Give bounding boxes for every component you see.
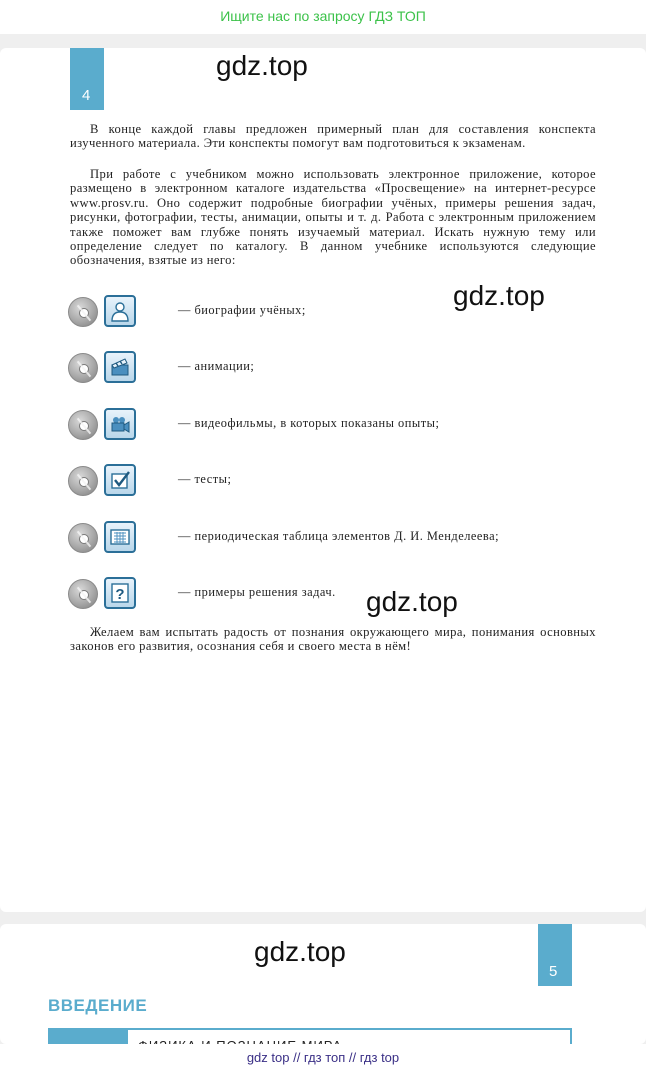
question-icon bbox=[104, 577, 136, 609]
disc-icon bbox=[68, 410, 98, 440]
watermark: gdz.top bbox=[254, 936, 346, 967]
legend-row-problems bbox=[68, 576, 598, 610]
footer-bar[interactable] bbox=[0, 1044, 646, 1076]
watermark: gdz.top bbox=[216, 50, 308, 81]
legend-label: — примеры решения задач. bbox=[178, 585, 336, 599]
legend-label: — биографии учёных; bbox=[178, 303, 306, 317]
app-paragraph: При работе с учебником можно использовать электронное приложение, которое размещено в электронном каталоге издательства «Просвещение» на интернет-ресурсе www.prosv.ru. Оно содержит подробные биографии учёных, примеры решения задач, рисунки, фотографии, тесты, анимации, опыты и т. д. Работа с электронным приложением также поможет вам глубже понять изучаемый материал. Искать нужную тему или определение следует по каталогу. В данном учебнике используются следующие обозначения, взятые из него: bbox=[70, 167, 596, 268]
page-number-tab bbox=[70, 48, 104, 110]
legend-label: — видеофильмы, в которых показаны опыты; bbox=[178, 416, 440, 430]
page-number: 4 bbox=[82, 87, 91, 104]
intro-paragraph: В конце каждой главы предложен примерный план для составления конспекта изученного материала. Эти конспекты помогут вам подготовиться к экзаменам. bbox=[70, 122, 596, 151]
closing-paragraph: Желаем вам испытать радость от познания окружающего мира, понимания основных законов его развития, осознания себя и своего места в нём! bbox=[70, 625, 596, 654]
legend-label: — анимации; bbox=[178, 359, 255, 373]
watermark: gdz.top bbox=[453, 280, 545, 311]
legend-label: — тесты; bbox=[178, 472, 232, 486]
person-icon bbox=[104, 295, 136, 327]
top-banner[interactable] bbox=[0, 0, 646, 34]
disc-icon bbox=[68, 579, 98, 609]
watermark: gdz.top bbox=[366, 586, 458, 617]
checkmark-icon bbox=[104, 464, 136, 496]
section-title: ВВЕДЕНИЕ bbox=[48, 996, 148, 1015]
legend-row-animations bbox=[68, 350, 598, 384]
page-number: 5 bbox=[549, 963, 558, 980]
disc-icon bbox=[68, 297, 98, 327]
disc-icon bbox=[68, 466, 98, 496]
page-5 bbox=[0, 924, 646, 1044]
legend-row-periodic-table bbox=[68, 520, 598, 554]
svg-text:?: ? bbox=[115, 586, 125, 603]
banner-text[interactable]: Ищите нас по запросу ГДЗ ТОП bbox=[220, 8, 426, 24]
disc-icon bbox=[68, 523, 98, 553]
video-camera-icon bbox=[104, 408, 136, 440]
legend-row-videos bbox=[68, 407, 598, 441]
legend-label: — периодическая таблица элементов Д. И. Менделеева; bbox=[178, 529, 500, 543]
periodic-table-icon bbox=[104, 521, 136, 553]
legend-row-tests bbox=[68, 463, 598, 497]
legend-row-biographies bbox=[68, 294, 598, 328]
page-4 bbox=[0, 48, 646, 912]
clapperboard-icon bbox=[104, 351, 136, 383]
page-number-tab bbox=[538, 924, 572, 986]
footer-links[interactable]: gdz top // гдз топ // гдз top bbox=[246, 1050, 400, 1065]
disc-icon bbox=[68, 353, 98, 383]
